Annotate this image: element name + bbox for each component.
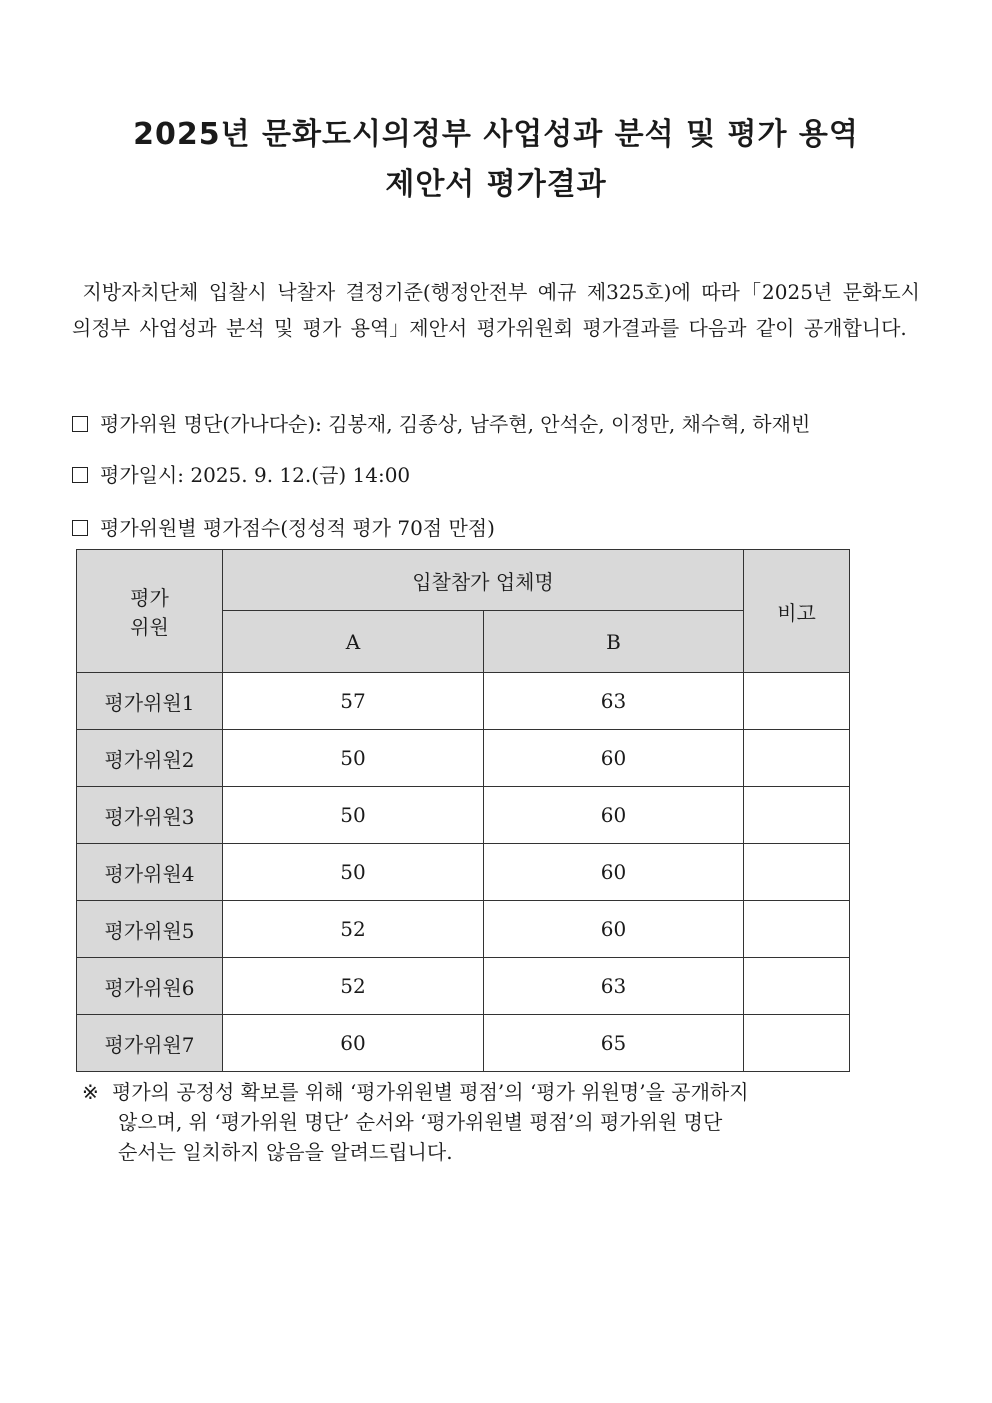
evaluator-cell: 평가위원7 bbox=[77, 1015, 223, 1072]
score-b-cell: 60 bbox=[484, 787, 744, 844]
checkbox-square-icon bbox=[72, 416, 88, 432]
document-title bbox=[0, 110, 992, 210]
table-row bbox=[77, 1015, 850, 1072]
remark-cell bbox=[744, 958, 850, 1015]
score-b-cell: 60 bbox=[484, 901, 744, 958]
members-text: 평가위원 명단(가나다순): 김봉재, 김종상, 남주현, 안석순, 이정만, 채수혁, 하재빈 bbox=[100, 412, 811, 436]
evaluator-cell: 평가위원1 bbox=[77, 673, 223, 730]
scores-heading-text: 평가위원별 평가점수(정성적 평가 70점 만점) bbox=[100, 516, 495, 540]
footnote bbox=[82, 1077, 902, 1167]
remark-cell bbox=[744, 673, 850, 730]
score-b-cell: 60 bbox=[484, 844, 744, 901]
table-header-row bbox=[77, 550, 850, 611]
score-a-cell: 50 bbox=[223, 787, 484, 844]
header-companies: 입찰참가 업체명 bbox=[223, 550, 744, 611]
score-a-cell: 50 bbox=[223, 844, 484, 901]
checkbox-square-icon bbox=[72, 467, 88, 483]
evaluator-cell: 평가위원3 bbox=[77, 787, 223, 844]
score-b-cell: 60 bbox=[484, 730, 744, 787]
title-line-2: 제안서 평가결과 bbox=[385, 167, 607, 202]
score-a-cell: 52 bbox=[223, 901, 484, 958]
header-remarks: 비고 bbox=[744, 550, 850, 673]
table-row bbox=[77, 673, 850, 730]
bullet-members bbox=[72, 409, 810, 439]
score-a-cell: 60 bbox=[223, 1015, 484, 1072]
evaluator-cell: 평가위원4 bbox=[77, 844, 223, 901]
remark-cell bbox=[744, 901, 850, 958]
score-a-cell: 57 bbox=[223, 673, 484, 730]
reference-mark-icon: ※ bbox=[82, 1080, 99, 1104]
table-row bbox=[77, 730, 850, 787]
remark-cell bbox=[744, 730, 850, 787]
intro-text: 지방자치단체 입찰시 낙찰자 결정기준(행정안전부 예규 제325호)에 따라「2025년 문화도시의정부 사업성과 분석 및 평가 용역」제안서 평가위원회 평가결과를 다음과 같이 공개합니다. bbox=[72, 280, 920, 340]
footnote-line-3: 순서는 일치하지 않음을 알려드립니다. bbox=[118, 1140, 453, 1164]
scores-table bbox=[76, 549, 850, 1072]
bullet-date bbox=[72, 460, 410, 490]
checkbox-square-icon bbox=[72, 520, 88, 536]
table-row bbox=[77, 958, 850, 1015]
footnote-line-2: 않으며, 위 ‘평가위원 명단’ 순서와 ‘평가위원별 평점’의 평가위원 명단 bbox=[118, 1110, 723, 1134]
header-company-a: A bbox=[223, 611, 484, 673]
score-a-cell: 50 bbox=[223, 730, 484, 787]
table-row bbox=[77, 787, 850, 844]
header-evaluator: 평가 위원 bbox=[77, 550, 223, 673]
header-company-b: B bbox=[484, 611, 744, 673]
score-b-cell: 63 bbox=[484, 673, 744, 730]
evaluator-cell: 평가위원6 bbox=[77, 958, 223, 1015]
table-row bbox=[77, 901, 850, 958]
remark-cell bbox=[744, 1015, 850, 1072]
table-row bbox=[77, 844, 850, 901]
bullet-scores-heading bbox=[72, 513, 495, 543]
intro-paragraph bbox=[72, 274, 920, 346]
footnote-line-1: 평가의 공정성 확보를 위해 ‘평가위원별 평점’의 ‘평가 위원명’을 공개하지 bbox=[112, 1080, 749, 1104]
remark-cell bbox=[744, 787, 850, 844]
title-line-1: 2025년 문화도시의정부 사업성과 분석 및 평가 용역 bbox=[133, 117, 859, 152]
score-a-cell: 52 bbox=[223, 958, 484, 1015]
evaluator-cell: 평가위원5 bbox=[77, 901, 223, 958]
score-b-cell: 63 bbox=[484, 958, 744, 1015]
date-text: 평가일시: 2025. 9. 12.(금) 14:00 bbox=[100, 463, 411, 487]
evaluator-cell: 평가위원2 bbox=[77, 730, 223, 787]
remark-cell bbox=[744, 844, 850, 901]
score-b-cell: 65 bbox=[484, 1015, 744, 1072]
